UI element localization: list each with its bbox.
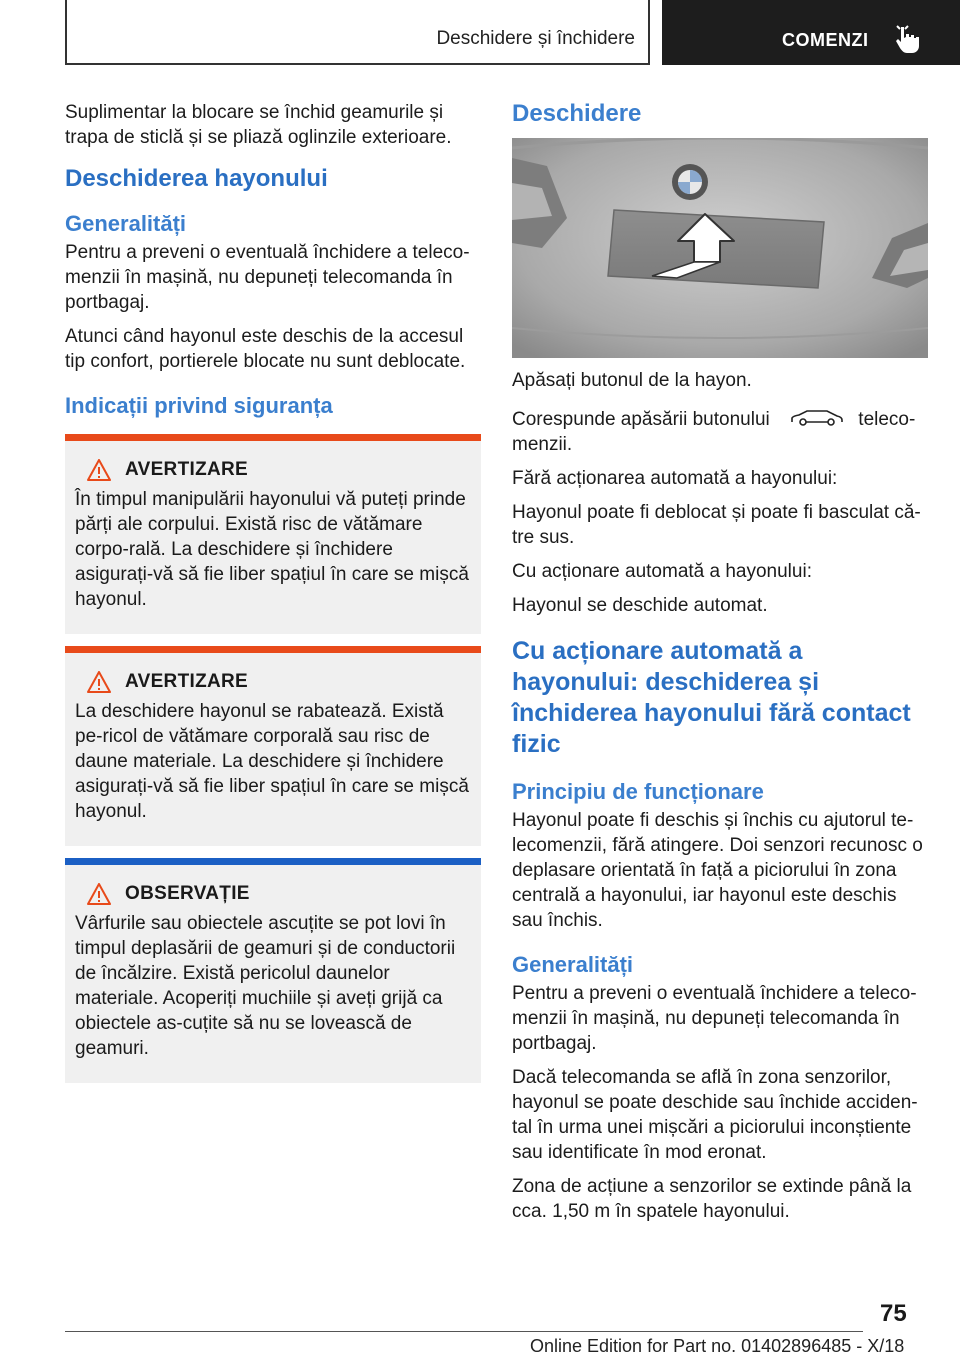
footer-edition: Online Edition for Part no. 01402896485 - X/18 bbox=[530, 1336, 905, 1356]
corresponds-paragraph bbox=[512, 407, 928, 457]
section-title: Deschidere și închidere bbox=[436, 28, 635, 49]
warning-text: În timpul manipulării hayonului vă puteți prinde părți ale corpului. Există risc de vătămare corpo-rală. La deschidere și închidere asigurați-vă să fie liber spațiul în care se mișcă hayonul. bbox=[75, 489, 469, 610]
car-tailgate-icon bbox=[789, 409, 845, 427]
right-column bbox=[512, 100, 928, 1233]
intro-paragraph: Suplimentar la blocare se închid geamurile și trapa de sticlă și se pliază oglinzile exterioare. bbox=[65, 102, 452, 148]
footer-rule bbox=[65, 1331, 863, 1332]
principle-paragraph: Hayonul poate fi deschis și închis cu ajutorul te-lecomenzii, fără atingere. Doi senzori recunosc o deplasare orientată în față a piciorului în zona centrală a hayonului, iar hayonul este deschis sau închis. bbox=[512, 810, 923, 931]
corresponds-text-a: Corespunde apăsării butonului bbox=[512, 409, 770, 430]
chapter-tab[interactable] bbox=[662, 0, 960, 65]
corresponds-text-b: teleco-menzii. bbox=[512, 409, 916, 455]
tailgate-button-photo bbox=[512, 138, 928, 358]
heading-principle: Principiu de funcționare bbox=[512, 779, 764, 804]
warning-triangle-icon bbox=[87, 459, 111, 481]
heading-hands-free: Cu acționare automată a hayonului: deschiderea și închiderea hayonului fără contact fizic bbox=[512, 637, 911, 758]
heading-open: Deschidere bbox=[512, 100, 642, 127]
heading-general-right: Generalități bbox=[512, 952, 634, 977]
press-paragraph: Apăsați butonul de la hayon. bbox=[512, 370, 752, 391]
header-frame-right bbox=[648, 0, 650, 65]
warning-title: AVERTIZARE bbox=[125, 671, 248, 692]
note-box bbox=[65, 858, 481, 1083]
general-right-paragraph-1: Pentru a preveni o eventuală închidere a teleco-menzii în mașină, nu depuneți telecomanda în portbagaj. bbox=[512, 983, 917, 1054]
chapter-tab-label: COMENZI bbox=[782, 30, 869, 50]
warning-box-1 bbox=[65, 434, 481, 634]
warning-box-2 bbox=[65, 646, 481, 846]
with-auto-text: Hayonul se deschide automat. bbox=[512, 595, 768, 616]
left-column bbox=[65, 100, 481, 1083]
heading-safety: Indicații privind siguranța bbox=[65, 393, 333, 418]
with-auto-label: Cu acționare automată a hayonului: bbox=[512, 561, 812, 582]
page-number: 75 bbox=[880, 1300, 907, 1327]
heading-general: Generalități bbox=[65, 211, 187, 236]
without-auto-text: Hayonul poate fi deblocat și poate fi basculat că-tre sus. bbox=[512, 502, 921, 548]
warning-triangle-icon bbox=[87, 883, 111, 905]
header-rule bbox=[65, 63, 650, 65]
general-paragraph-1: Pentru a preveni o eventuală închidere a teleco-menzii în mașină, nu depuneți telecomanda în portbagaj. bbox=[65, 242, 470, 313]
general-right-paragraph-3: Zona de acțiune a senzorilor se extinde până la cca. 1,50 m în spatele hayonului. bbox=[512, 1176, 912, 1222]
general-right-paragraph-2: Dacă telecomanda se află în zona senzorilor, hayonul se poate deschide sau închide acciden-tal în urma unei mișcări a piciorului inconștiente sau identificate în mod eronat. bbox=[512, 1067, 918, 1163]
heading-tailgate-opening: Deschiderea hayonului bbox=[65, 165, 328, 192]
warning-triangle-icon bbox=[87, 671, 111, 693]
warning-title: AVERTIZARE bbox=[125, 459, 248, 480]
general-paragraph-2: Atunci când hayonul este deschis de la accesul tip confort, portierele blocate nu sunt deblocate. bbox=[65, 326, 466, 372]
hand-pointer-icon bbox=[895, 24, 921, 54]
note-text: Vârfurile sau obiectele ascuțite se pot lovi în timpul deplasării de geamuri și de conductorii de încălzire. Există pericolul daunelor materiale. Acoperiți muchiile și aveți grijă ca obiectele as-cuțite să nu se lovească de geamuri. bbox=[75, 913, 456, 1059]
note-title: OBSERVAȚIE bbox=[125, 883, 250, 904]
warning-text: La deschidere hayonul se rabatează. Există pe-ricol de vătămare corporală sau risc de daune materiale. La deschidere și închidere asigurați-vă să fie liber spațiul în care se mișcă hayonul. bbox=[75, 701, 469, 822]
without-auto-label: Fără acționarea automată a hayonului: bbox=[512, 468, 838, 489]
